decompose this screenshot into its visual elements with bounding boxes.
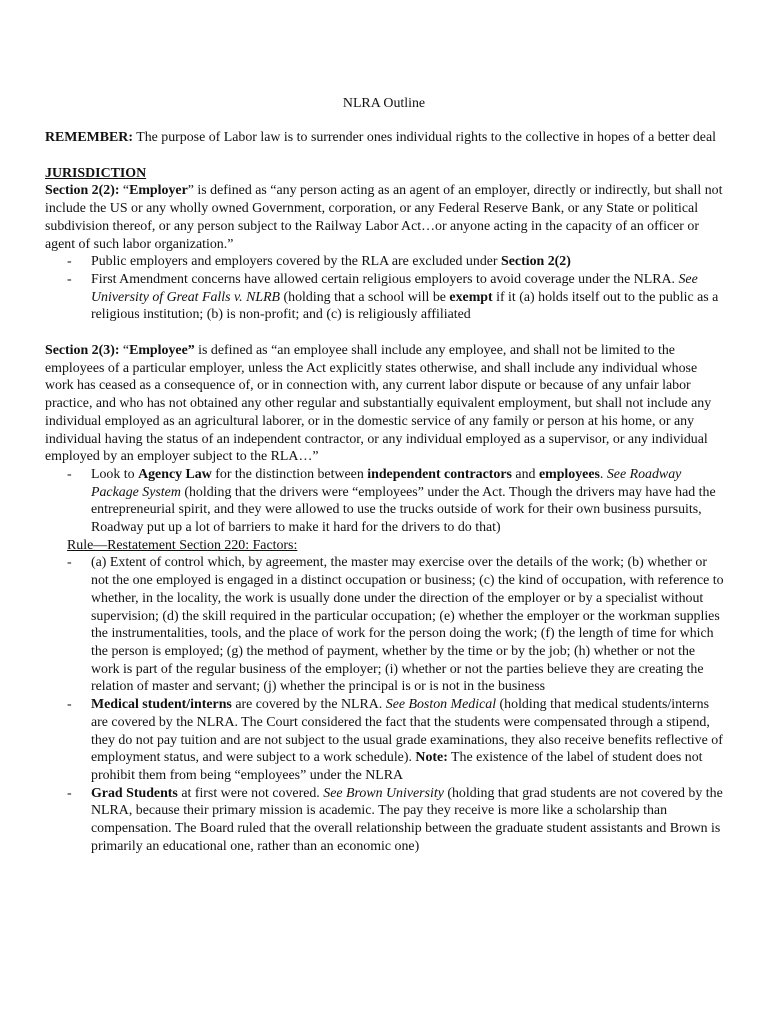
- employee-definition: is defined as “an employee shall include any employee, and shall not be limited to the employees of a particular employer, unless the Act explicitly states otherwise, and shall include any individual whose work has ceased as a consequence of, or in connection with, any current labor dispute or because of any unfair labor practice, and who has not obtained any other regular and substantially equivalent employment, but shall not include any individual employed as an agricultural laborer, or in the domestic service of any family or person at his home, or any individual having the status of an independent contractor, or any individual employed as a supervisor, or any individual employed by an employer subject to the RLA…”: [45, 343, 712, 465]
- employer-term: Employer: [129, 183, 188, 199]
- bullet-bold: Medical student/interns: [91, 697, 232, 713]
- open-quote: “: [119, 343, 130, 359]
- bullet-bold: independent contractors: [367, 466, 512, 482]
- bullet-text: (holding that the drivers were “employees” under the Act. Though the drivers may have had the entrepreneurial spirit, and they were allowed to use the trucks outside of work for their own business pursuits, Roadway put up a lot of barriers to make it hard for the drivers to do that): [91, 484, 716, 536]
- jurisdiction-heading: JURISDICTION: [45, 165, 147, 181]
- section-2-2-bullets: [45, 253, 725, 324]
- bullet-bold: exempt: [449, 289, 493, 305]
- remember-label: REMEMBER:: [45, 130, 133, 145]
- list-item: [45, 253, 725, 271]
- list-item: [45, 785, 725, 856]
- bullet-text: Look to: [91, 466, 139, 482]
- factor-bullets: [45, 554, 725, 855]
- rule-restatement-line: Rule—Restatement Section 220: Factors:: [67, 537, 298, 553]
- bullet-text: are covered by the NLRA.: [231, 697, 386, 713]
- bullet-text: The existence of the label of student does not prohibit them from being “employees” under the NLRA: [91, 750, 703, 783]
- note-label: Note:: [415, 750, 448, 766]
- document-title: NLRA Outline: [342, 96, 426, 111]
- factors-text: (a) Extent of control which, by agreement, the master may exercise over the details of the work; (b) whether or not the one employed is engaged in a distinct occupation or business; (c) the kind of occupation, with reference to whether, in the locality, the work is usually done under the direction of the employer or by a specialist without supervision; (d) the skill required in the particular occupation; (e) whether the employer or the workman supplies the instrumentalities, tools, and the place of work for the person doing the work; (f) the length of time for which the person is employed; (g) the method of payment, whether by the time or by the job; (h) whether or not the work is part of the regular business of the employer; (i) whether or not the parties believe they are creating the relation of master and servant; (j) whether the principal is or is not in the business: [91, 555, 724, 695]
- case-citation: See University of Great Falls v. NLRB: [91, 271, 698, 305]
- bullet-text: First Amendment concerns have allowed certain religious employers to avoid coverage under the NLRA.: [91, 271, 679, 287]
- section-2-3-paragraph: [45, 342, 725, 466]
- section-2-2-paragraph: [45, 182, 725, 253]
- list-item: [45, 696, 725, 785]
- case-citation: See Boston Medical: [385, 697, 497, 713]
- bullet-bold: Section 2(2): [501, 254, 571, 270]
- remember-paragraph: [45, 129, 725, 147]
- open-quote: “: [119, 183, 130, 199]
- list-item: [45, 466, 725, 537]
- employee-term: Employee”: [129, 343, 195, 359]
- document-body: [45, 129, 725, 855]
- bullet-text: and: [511, 466, 539, 482]
- section-2-3-label: Section 2(3):: [45, 343, 120, 359]
- list-item: [45, 271, 725, 324]
- list-item: [45, 554, 725, 696]
- bullet-text: for the distinction between: [211, 466, 368, 482]
- bullet-text: at first were not covered.: [177, 785, 324, 801]
- bullet-bold: Grad Students: [91, 785, 178, 801]
- bullet-text: .: [599, 466, 607, 482]
- bullet-bold: Agency Law: [138, 466, 212, 482]
- bullet-text: (holding that grad students are not covered by the NLRA, because their primary mission is academic. The pay they receive is more like a scholarship than compensation. The Board ruled that the overall relationship between the graduate student assistants and Brown is primarily an educational one, rather than an economic one): [91, 785, 723, 854]
- bullet-bold: employees: [538, 466, 600, 482]
- case-citation: See Roadway Package System: [91, 466, 682, 500]
- bullet-text: if it (a) holds itself out to the public as a religious institution; (b) is non-profit; and (c) is religiously affiliated: [91, 289, 719, 323]
- bullet-text: (holding that a school will be: [280, 289, 450, 305]
- employer-definition: ” is defined as “any person acting as an agent of an employer, directly or indirectly, but shall not include the US or any wholly owned Government, corporation, or any Federal Reserve Bank, or any State or political subdivision thereof, or any person subject to the Railway Labor Act…or anyone acting in the capacity of an officer or agent of such labor organization.”: [45, 183, 723, 252]
- case-citation: See Brown University: [323, 785, 444, 801]
- remember-text: The purpose of Labor law is to surrender ones individual rights to the collective in hopes of a better deal: [132, 130, 716, 145]
- agency-bullets: [45, 466, 725, 537]
- section-2-2-label: Section 2(2):: [45, 183, 120, 199]
- bullet-text: (holding that medical students/interns are covered by the NLRA. The Court considered the fact that the students were compensated through a stipend, they do not pay tuition and are not subject to the usual grade examinations, they also receive benefits reflective of employment status, and were subject to a work schedule).: [91, 697, 723, 766]
- bullet-text: Public employers and employers covered by the RLA are excluded under: [91, 254, 502, 270]
